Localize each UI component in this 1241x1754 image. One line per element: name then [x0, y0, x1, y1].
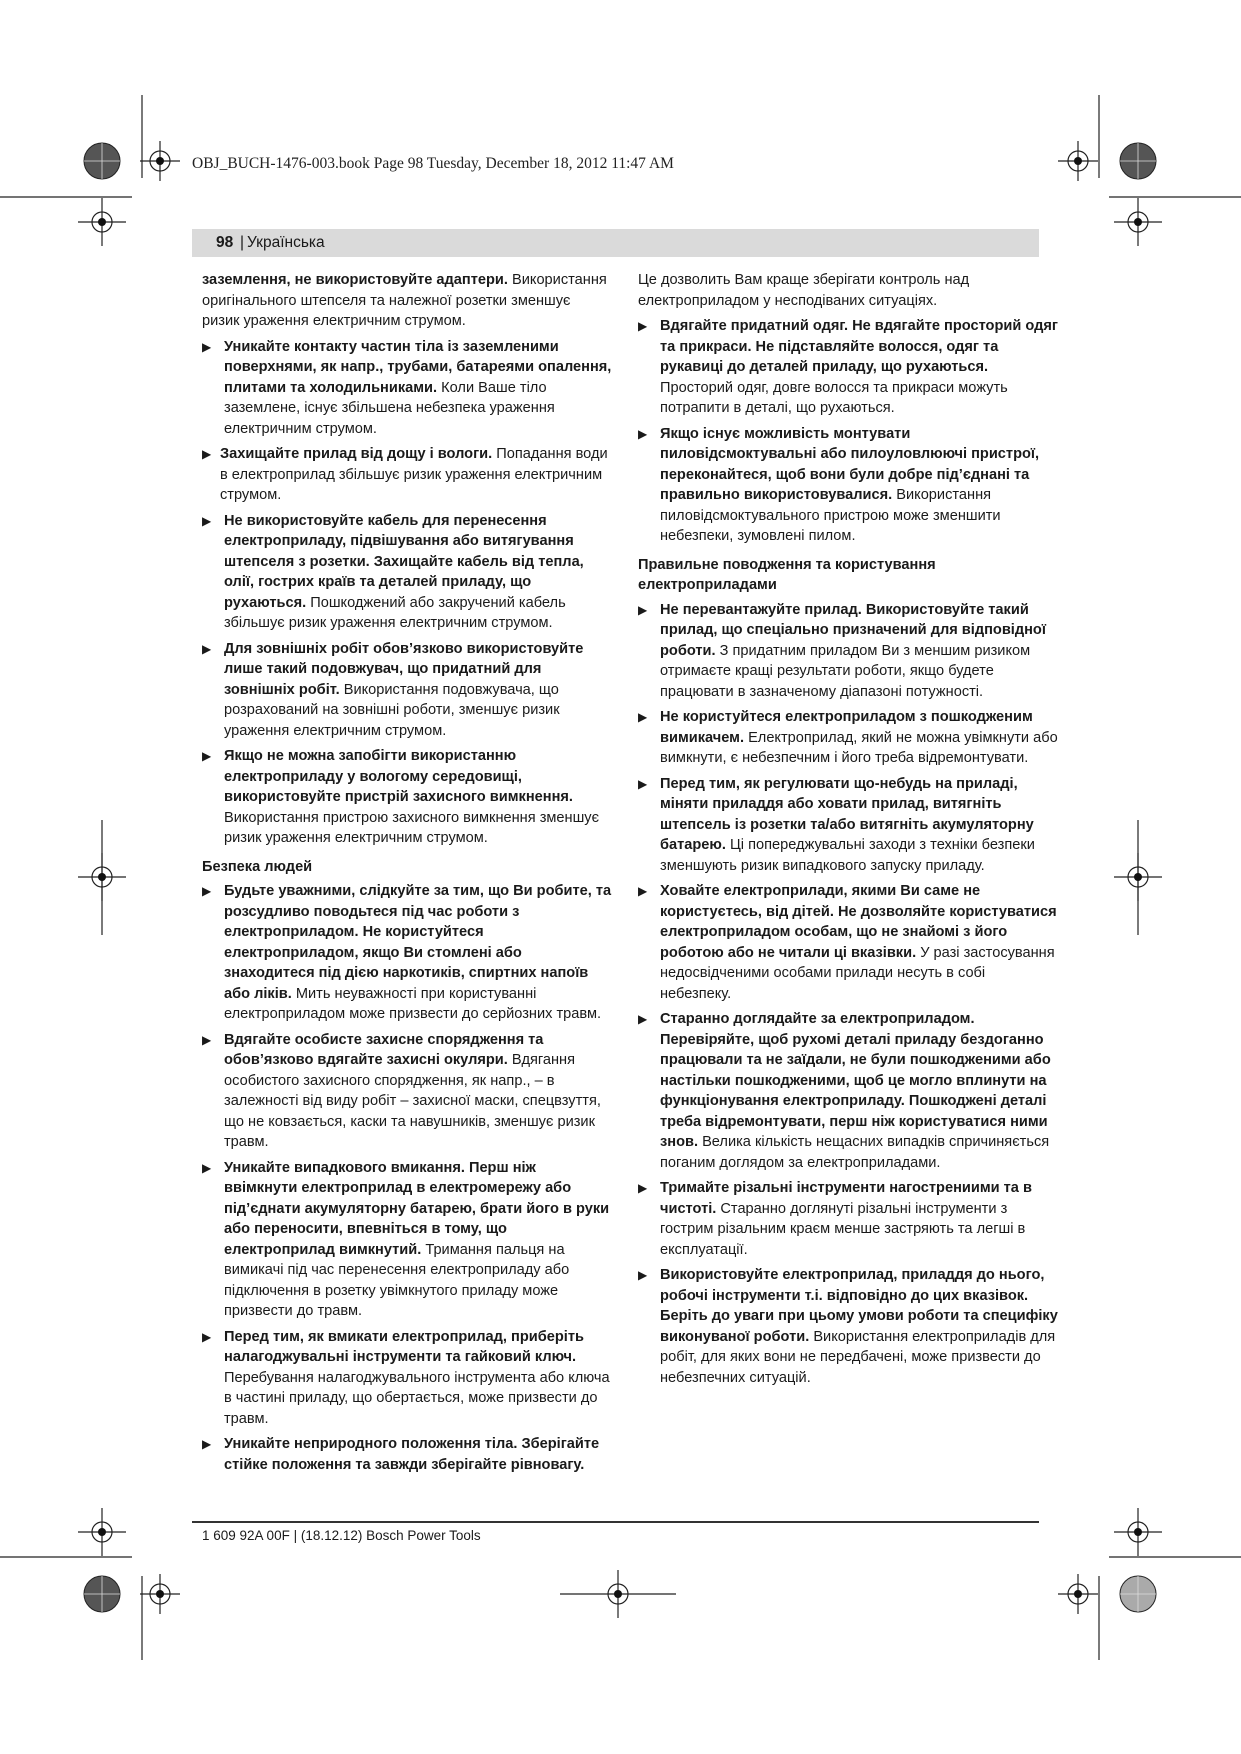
bullet-item	[638, 424, 1058, 547]
bullet-arrow-icon: ▶	[638, 426, 648, 441]
body-text: Використання пристрою захисного вимкнення зменшує ризик ураження електричним струмом.	[224, 809, 600, 846]
bullet-item	[202, 746, 612, 849]
body-text: Використання оригінального штепселя та належної розетки зменшує ризик ураження електричним струмом.	[202, 272, 607, 329]
bullet-arrow-icon: ▶	[638, 319, 648, 333]
bullet-arrow-icon: ▶	[638, 884, 648, 898]
bold-text: Не перевантажуйте прилад. Використовуйте такий прилад, що спеціально призначений для відповідної роботи.	[660, 601, 1046, 659]
bold-text: Не користуйтеся електроприладом з пошкодженим вимикачем.	[660, 709, 1033, 746]
bullet-item	[202, 639, 612, 742]
bullet-item	[638, 1009, 1058, 1173]
body-text: Перебування налагоджувального інструмента або ключа в частині приладу, що обертається, може призвести до травм.	[224, 1369, 610, 1427]
bullet-arrow-icon: ▶	[638, 1268, 648, 1282]
section-heading: Правильне поводження та користування електроприладами	[638, 556, 936, 593]
body-text: Використання пиловідсмоктувального пристрою може зменшити небезпеки, зумовлені пилом.	[660, 487, 1001, 544]
page-language	[240, 234, 325, 252]
bold-text: Вдягайте придатний одяг. Не вдягайте просторий одяг та прикраси. Не підставляйте волосся, одяг та рукавиці до деталей приладу, що рухаються.	[660, 318, 1058, 375]
footer-rule	[192, 1521, 1039, 1523]
bullet-item	[202, 511, 612, 634]
bullet-item	[202, 881, 612, 1025]
paragraph	[202, 270, 612, 332]
body-text: Просторий одяг, довге волосся та прикраси можуть потрапити в деталі, що рухаються.	[660, 379, 1008, 416]
bullet-item	[202, 1327, 612, 1430]
language-label: Українська	[247, 234, 325, 251]
bold-text: Якщо не можна запобігти використанню електроприладу у вологому середовищі, використовуйте пристрій захисного вимкнення.	[224, 748, 573, 805]
bullet-item	[638, 600, 1058, 703]
body-text: Використання подовжувача, що розрахований на зовнішні роботи, зменшує ризик ураження електричним струмом.	[224, 681, 560, 739]
bullet-arrow-icon: ▶	[202, 1437, 212, 1451]
body-text: У разі застосування недосвідченими особами прилади несуть в собі небезпеку.	[660, 944, 1055, 1002]
body-text: Велика кількість нещасних випадків спричиняється поганим доглядом за електроприладами.	[660, 1134, 1050, 1171]
page-number: 98	[216, 234, 234, 251]
bullet-item	[638, 707, 1058, 769]
right-column	[638, 270, 1058, 1393]
paragraph	[638, 270, 1058, 311]
bold-text: Якщо існує можливість монтувати пиловідсмоктувальні або пилоуловлюючі пристрої, переконайтеся, щоб вони були добре під’єднані та правильно використовувалися.	[660, 425, 1040, 503]
body-text: Ці попереджувальні заходи з техніки безпеки зменшують ризик випадкового запуску приладу.	[660, 837, 1035, 874]
bullet-arrow-icon: ▶	[202, 1329, 212, 1344]
body-text: З придатним приладом Ви з меншим ризиком отримаєте кращі результати роботи, якщо будете працювати в зазначеному діапазоні потужності.	[660, 642, 1031, 700]
bold-text: Перед тим, як вмикати електроприлад, приберіть налагоджувальні інструменти та гайковий ключ.	[224, 1328, 584, 1365]
bullet-item	[202, 337, 612, 440]
bullet-arrow-icon: ▶	[202, 447, 212, 461]
bullet-arrow-icon: ▶	[638, 1012, 648, 1026]
bullet-item	[638, 881, 1058, 1004]
body-text: Мить неуважності при користуванні електроприладом може призвести до серйозних травм.	[224, 985, 602, 1022]
bullet-arrow-icon: ▶	[202, 339, 212, 354]
bold-text: Будьте уважними, слідкуйте за тим, що Ви робите, та розсудливо поводьтеся під час роботи з електроприладом. Не користуйтеся електроприладом, якщо Ви стомлені або знаходитеся під дією наркотиків, спиртних напоїв або ліків.	[224, 883, 612, 1002]
body-text: Вдягання особистого захисного спорядження, як напр., – в залежності від виду робіт – захисної маски, спецвзуття, що не ковзається, каски та навушників, зменшує ризик травм.	[224, 1052, 601, 1150]
body-text: Старанно доглянуті різальні інструменти з гострим різальним краєм менше застряють та легші в експлуатації.	[660, 1200, 1026, 1258]
bullet-item	[202, 1030, 612, 1153]
bullet-arrow-icon: ▶	[638, 602, 648, 617]
print-slug: OBJ_BUCH-1476-003.book Page 98 Tuesday, December 18, 2012 11:47 AM	[192, 155, 674, 172]
bullet-arrow-icon: ▶	[638, 710, 648, 724]
bold-text: Уникайте випадкового вмикання. Перш ніж ввімкнути електроприлад в електромережу або під’єднати акумуляторну батарею, брати його в руки або переносити, впевніться в тому, що електроприлад вимкнутий.	[224, 1159, 610, 1258]
bold-text: Перед тим, як регулювати що-небудь на приладі, міняти приладдя або ховати прилад, витягніть штепсель із розетки та/або витягніть акумуляторну батарею.	[660, 775, 1034, 853]
bold-text: Для зовнішніх робіт обов’язково використовуйте лише такий подовжувач, що придатний для зовнішніх робіт.	[224, 640, 584, 698]
bold-text: Вдягайте особисте захисне спорядження та обов’язково вдягайте захисні окуляри.	[224, 1031, 544, 1068]
bold-text: Ховайте електроприлади, якими Ви саме не користуєтесь, від дітей. Не дозволяйте користуватися електроприладом особам, що не знайомі з його роботою або не читали ці вказівки.	[660, 883, 1057, 961]
body-text: Пошкоджений або закручений кабель збільшує ризик ураження електричним струмом.	[224, 594, 566, 631]
bullet-arrow-icon: ▶	[638, 1181, 648, 1195]
bullet-arrow-icon: ▶	[202, 1032, 212, 1047]
bullet-arrow-icon: ▶	[202, 1160, 212, 1175]
bold-text: Уникайте неприродного положення тіла. Зберігайте стійке положення та завжди зберігайте рівновагу.	[224, 1436, 600, 1473]
bold-text: Старанно доглядайте за електроприладом. Перевіряйте, щоб рухомі деталі приладу бездоганно працювали та не заїдали, не були пошкодженими або настільки пошкодженими, щоб це могло вплинути на функціонування електроприладу. Пошкоджені деталі треба відремонтувати, перш ніж користуватися ними знов.	[660, 1011, 1051, 1150]
bullet-item	[638, 1178, 1058, 1260]
bullet-arrow-icon: ▶	[202, 749, 212, 763]
bold-text: Не використовуйте кабель для перенесення електроприладу, підвішування або витягування штепселя з розетки. Захищайте кабель від тепла, олії, гострих країв та деталей приладу, що рухаються.	[224, 512, 584, 611]
bullet-item	[202, 1434, 612, 1475]
left-column	[202, 270, 612, 1480]
body-text: Коли Ваше тіло заземлене, існує збільшена небезпека ураження електричним струмом.	[224, 379, 555, 437]
body-text: Попадання води в електроприлад збільшує ризик ураження електричним струмом.	[220, 446, 608, 503]
bullet-arrow-icon: ▶	[202, 513, 212, 528]
body-text: Тримання пальця на вимикачі під час перенесення електроприладу або підключення в розетку увімкнутого приладу може призвести до травм.	[224, 1241, 570, 1319]
section-heading: Безпека людей	[202, 858, 313, 875]
bullet-item	[202, 444, 612, 506]
bullet-item	[638, 316, 1058, 419]
bold-text: Захищайте прилад від дощу і вологи.	[220, 446, 493, 462]
body-text: Це дозволить Вам краще зберігати контроль над електроприладом у несподіваних ситуаціях.	[638, 272, 970, 309]
body-text: Використання електроприладів для робіт, для яких вони не передбачені, може призвести до небезпечних ситуацій.	[660, 1328, 1056, 1386]
bullet-arrow-icon: ▶	[202, 641, 212, 656]
bold-text: Використовуйте електроприлад, приладдя до нього, робочі інструменти т.і. відповідно до цих вказівок. Беріть до уваги при цьому умови роботи та специфіку виконуваної роботи.	[660, 1267, 1058, 1345]
bold-text: заземлення, не використовуйте адаптери.	[202, 272, 508, 288]
bullet-item	[638, 774, 1058, 877]
bullet-arrow-icon: ▶	[638, 776, 648, 791]
footer-text: 1 609 92A 00F | (18.12.12) Bosch Power Tools	[202, 1528, 481, 1543]
bullet-arrow-icon: ▶	[202, 884, 212, 898]
bold-text: Тримайте різальні інструменти нагострениими та в чистоті.	[660, 1180, 1032, 1217]
bullet-item	[202, 1158, 612, 1322]
body-text: Електроприлад, який не можна увімкнути або вимкнути, є небезпечним і його треба відремонтувати.	[660, 729, 1058, 766]
bullet-item	[638, 1265, 1058, 1388]
bold-text: Уникайте контакту частин тіла із заземленими поверхнями, як напр., трубами, батареями опалення, плитами та холодильниками.	[224, 338, 612, 396]
